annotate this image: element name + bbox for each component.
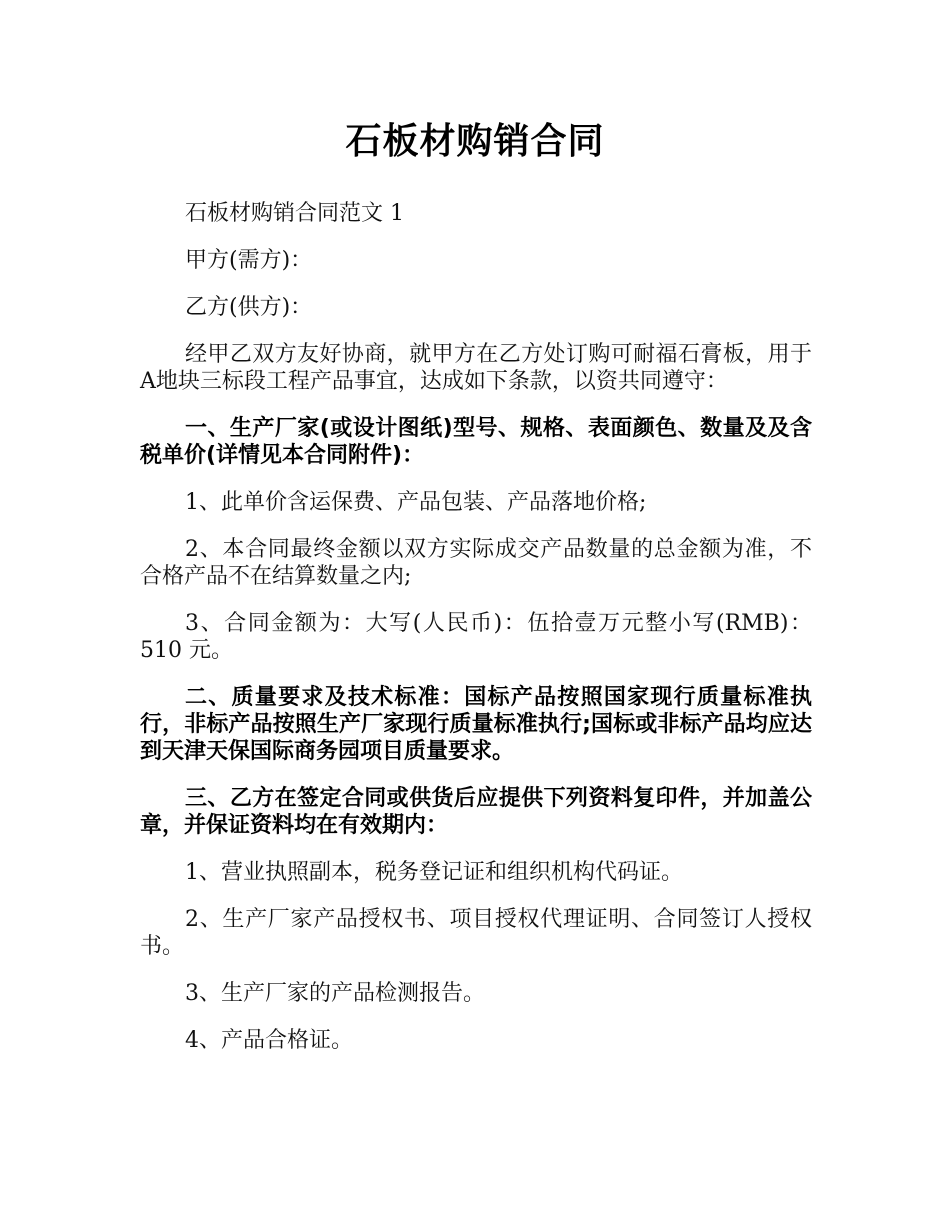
section-3-item-4: 4、产品合格证。 <box>185 1028 353 1053</box>
section-3-item-2: 2、生产厂家产品授权书、项目授权代理证明、合同签订人授权书。 <box>140 907 812 959</box>
section-1-item-3: 3、合同金额为：大写(人民币)：伍拾壹万元整小写(RMB)：510 元。 <box>140 611 812 663</box>
section-3-item-3: 3、生产厂家的产品检测报告。 <box>185 981 485 1006</box>
paragraph-party-a: 甲方(需方)： <box>185 248 313 273</box>
paragraph-heading-sample: 石板材购销合同范文 1 <box>185 201 404 226</box>
section-1-item-1: 1、此单价含运保费、产品包装、产品落地价格; <box>185 490 647 515</box>
paragraph-preamble: 经甲乙双方友好协商，就甲方在乙方处订购可耐福石膏板，用于 A地块三标段工程产品事宜，达成如下条款，以资共同遵守： <box>140 342 812 394</box>
section-1-item-2: 2、本合同最终金额以双方实际成交产品数量的总金额为准，不合格产品不在结算数量之内; <box>140 537 812 589</box>
paragraph-party-b: 乙方(供方)： <box>185 295 313 320</box>
section-3-item-1: 1、营业执照副本，税务登记证和组织机构代码证。 <box>185 860 683 885</box>
section-3-heading: 三、乙方在签定合同或供货后应提供下列资料复印件，并加盖公章，并保证资料均在有效期内： <box>140 786 812 838</box>
section-2-heading: 二、质量要求及技术标准：国标产品按照国家现行质量标准执行，非标产品按照生产厂家现行质量标准执行;国标或非标产品均应达到天津天保国际商务园项目质量要求。 <box>140 685 812 764</box>
document-body <box>140 200 812 1074</box>
section-1-heading: 一、生产厂家(或设计图纸)型号、规格、表面颜色、数量及及含税单价(详情见本合同附件)： <box>140 416 812 468</box>
document-title: 石板材购销合同 <box>345 121 605 162</box>
